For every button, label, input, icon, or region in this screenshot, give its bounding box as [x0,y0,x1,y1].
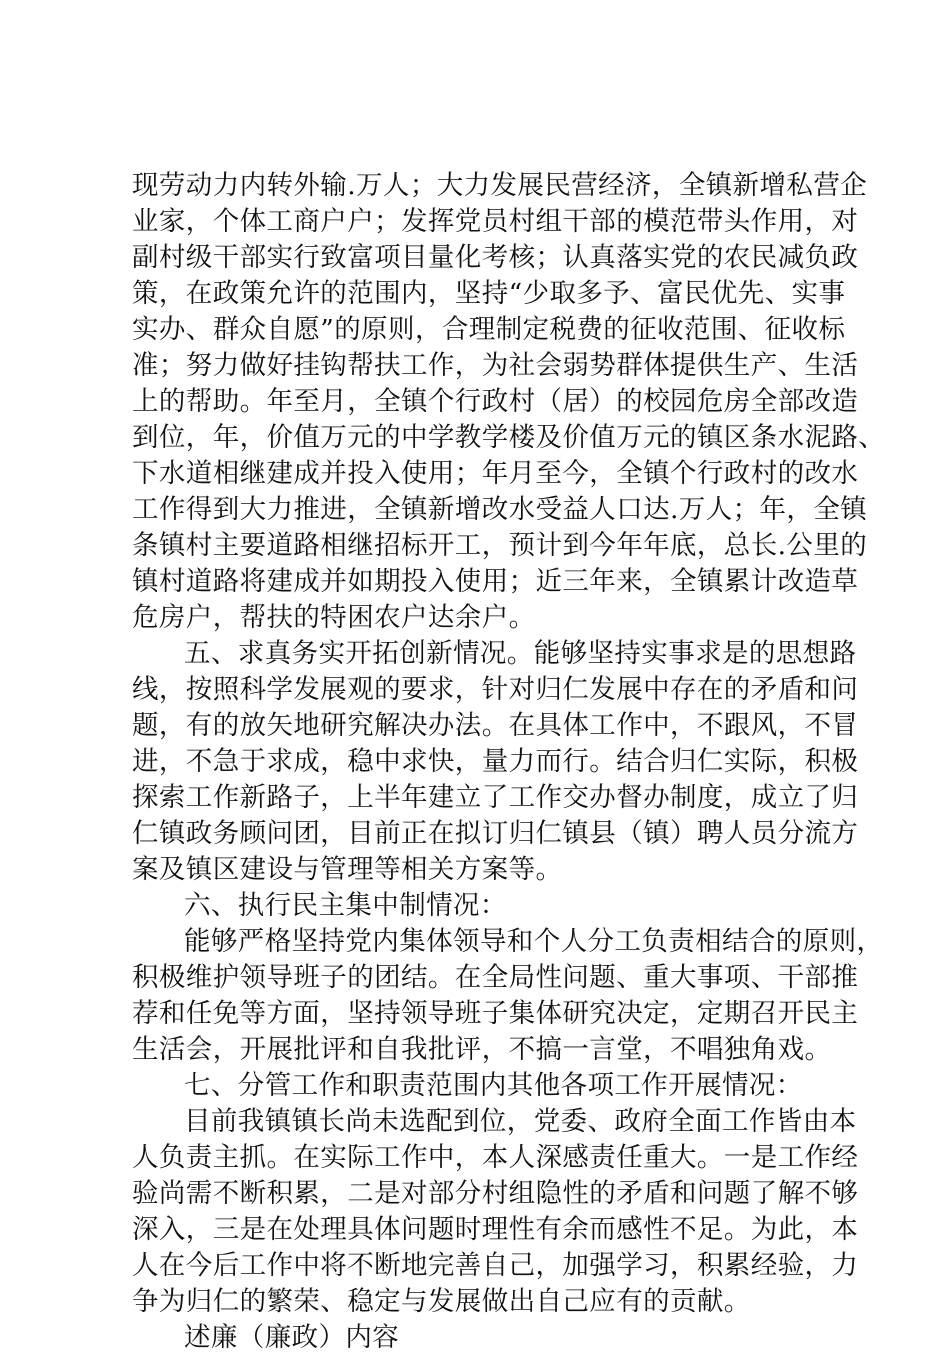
section-six-first-line: 能够严格坚持党内集体领导和个人分工负责相结合的原则， [184,926,884,957]
body-text-line: 实办、群众自愿”的原则，合理制定税费的征收范围、征收标 [132,314,846,345]
body-text-line: 生活会，开展批评和自我批评，不搞一言堂，不唱独角戏。 [132,1034,832,1065]
body-text-line: 仁镇政务顾问团，目前正在拟订归仁镇县（镇）聘人员分流方 [132,818,859,849]
body-text-line: 案及镇区建设与管理等相关方案等。 [132,854,563,885]
body-text-line: 策，在政策允许的范围内，坚持“少取多予、富民优先、实事 [132,278,846,309]
body-text-line: 条镇村主要道路相继招标开工，预计到今年年底，总长.公里的 [132,530,868,561]
body-text-line: 争为归仁的繁荣、稳定与发展做出自己应有的贡献。 [132,1286,751,1317]
section-seven-first-line: 目前我镇镇长尚未选配到位，党委、政府全面工作皆由本 [184,1106,857,1137]
body-text-line: 下水道相继建成并投入使用；年月至今，全镇个行政村的改水 [132,458,859,489]
section-seven-heading: 七、分管工作和职责范围内其他各项工作开展情况： [184,1070,803,1101]
body-text-line: 副村级干部实行致富项目量化考核；认真落实党的农民减负政 [132,242,859,273]
body-text-line: 人在今后工作中将不断地完善自己，加强学习，积累经验，力 [132,1250,859,1281]
body-text-line: 人负责主抓。在实际工作中，本人深感责任重大。一是工作经 [132,1142,859,1173]
body-text-line: 工作得到大力推进，全镇新增改水受益人口达.万人；年，全镇 [132,494,868,525]
body-text-line: 进，不急于求成，稳中求快，量力而行。结合归仁实际，积极 [132,746,859,777]
body-text-line: 深入，三是在处理具体问题时理性有余而感性不足。为此，本 [132,1214,859,1245]
body-text-line: 荐和任免等方面，坚持领导班子集体研究决定，定期召开民主 [132,998,859,1029]
body-text-line: 现劳动力内转外输.万人；大力发展民营经济，全镇新增私营企 [132,170,868,201]
body-text-line: 积极维护领导班子的团结。在全局性问题、重大事项、干部推 [132,962,859,993]
section-six-heading: 六、执行民主集中制情况： [184,890,507,921]
body-text-line: 镇村道路将建成并如期投入使用；近三年来，全镇累计改造草 [132,566,859,597]
body-text-line: 准；努力做好挂钩帮扶工作，为社会弱势群体提供生产、生活 [132,350,859,381]
section-five-first-line: 五、求真务实开拓创新情况。能够坚持实事求是的思想路 [184,638,857,669]
body-text-line: 危房户，帮扶的特困农户达余户。 [132,602,536,633]
body-text-line: 验尚需不断积累，二是对部分村组隐性的矛盾和问题了解不够 [132,1178,859,1209]
body-text-line: 到位，年，价值万元的中学教学楼及价值万元的镇区条水泥路、 [132,422,886,453]
body-text-line: 探索工作新路子，上半年建立了工作交办督办制度，成立了归 [132,782,859,813]
body-text-line: 上的帮助。年至月，全镇个行政村（居）的校园危房全部改造 [132,386,859,417]
body-text-line: 业家，个体工商户户；发挥党员村组干部的模范带头作用，对 [132,206,859,237]
lianzheng-heading: 述廉（廉政）内容 [184,1322,400,1353]
body-text-line: 题，有的放矢地研究解决办法。在具体工作中，不跟风，不冒 [132,710,859,741]
body-text-line: 线，按照科学发展观的要求，针对归仁发展中存在的矛盾和问 [132,674,859,705]
